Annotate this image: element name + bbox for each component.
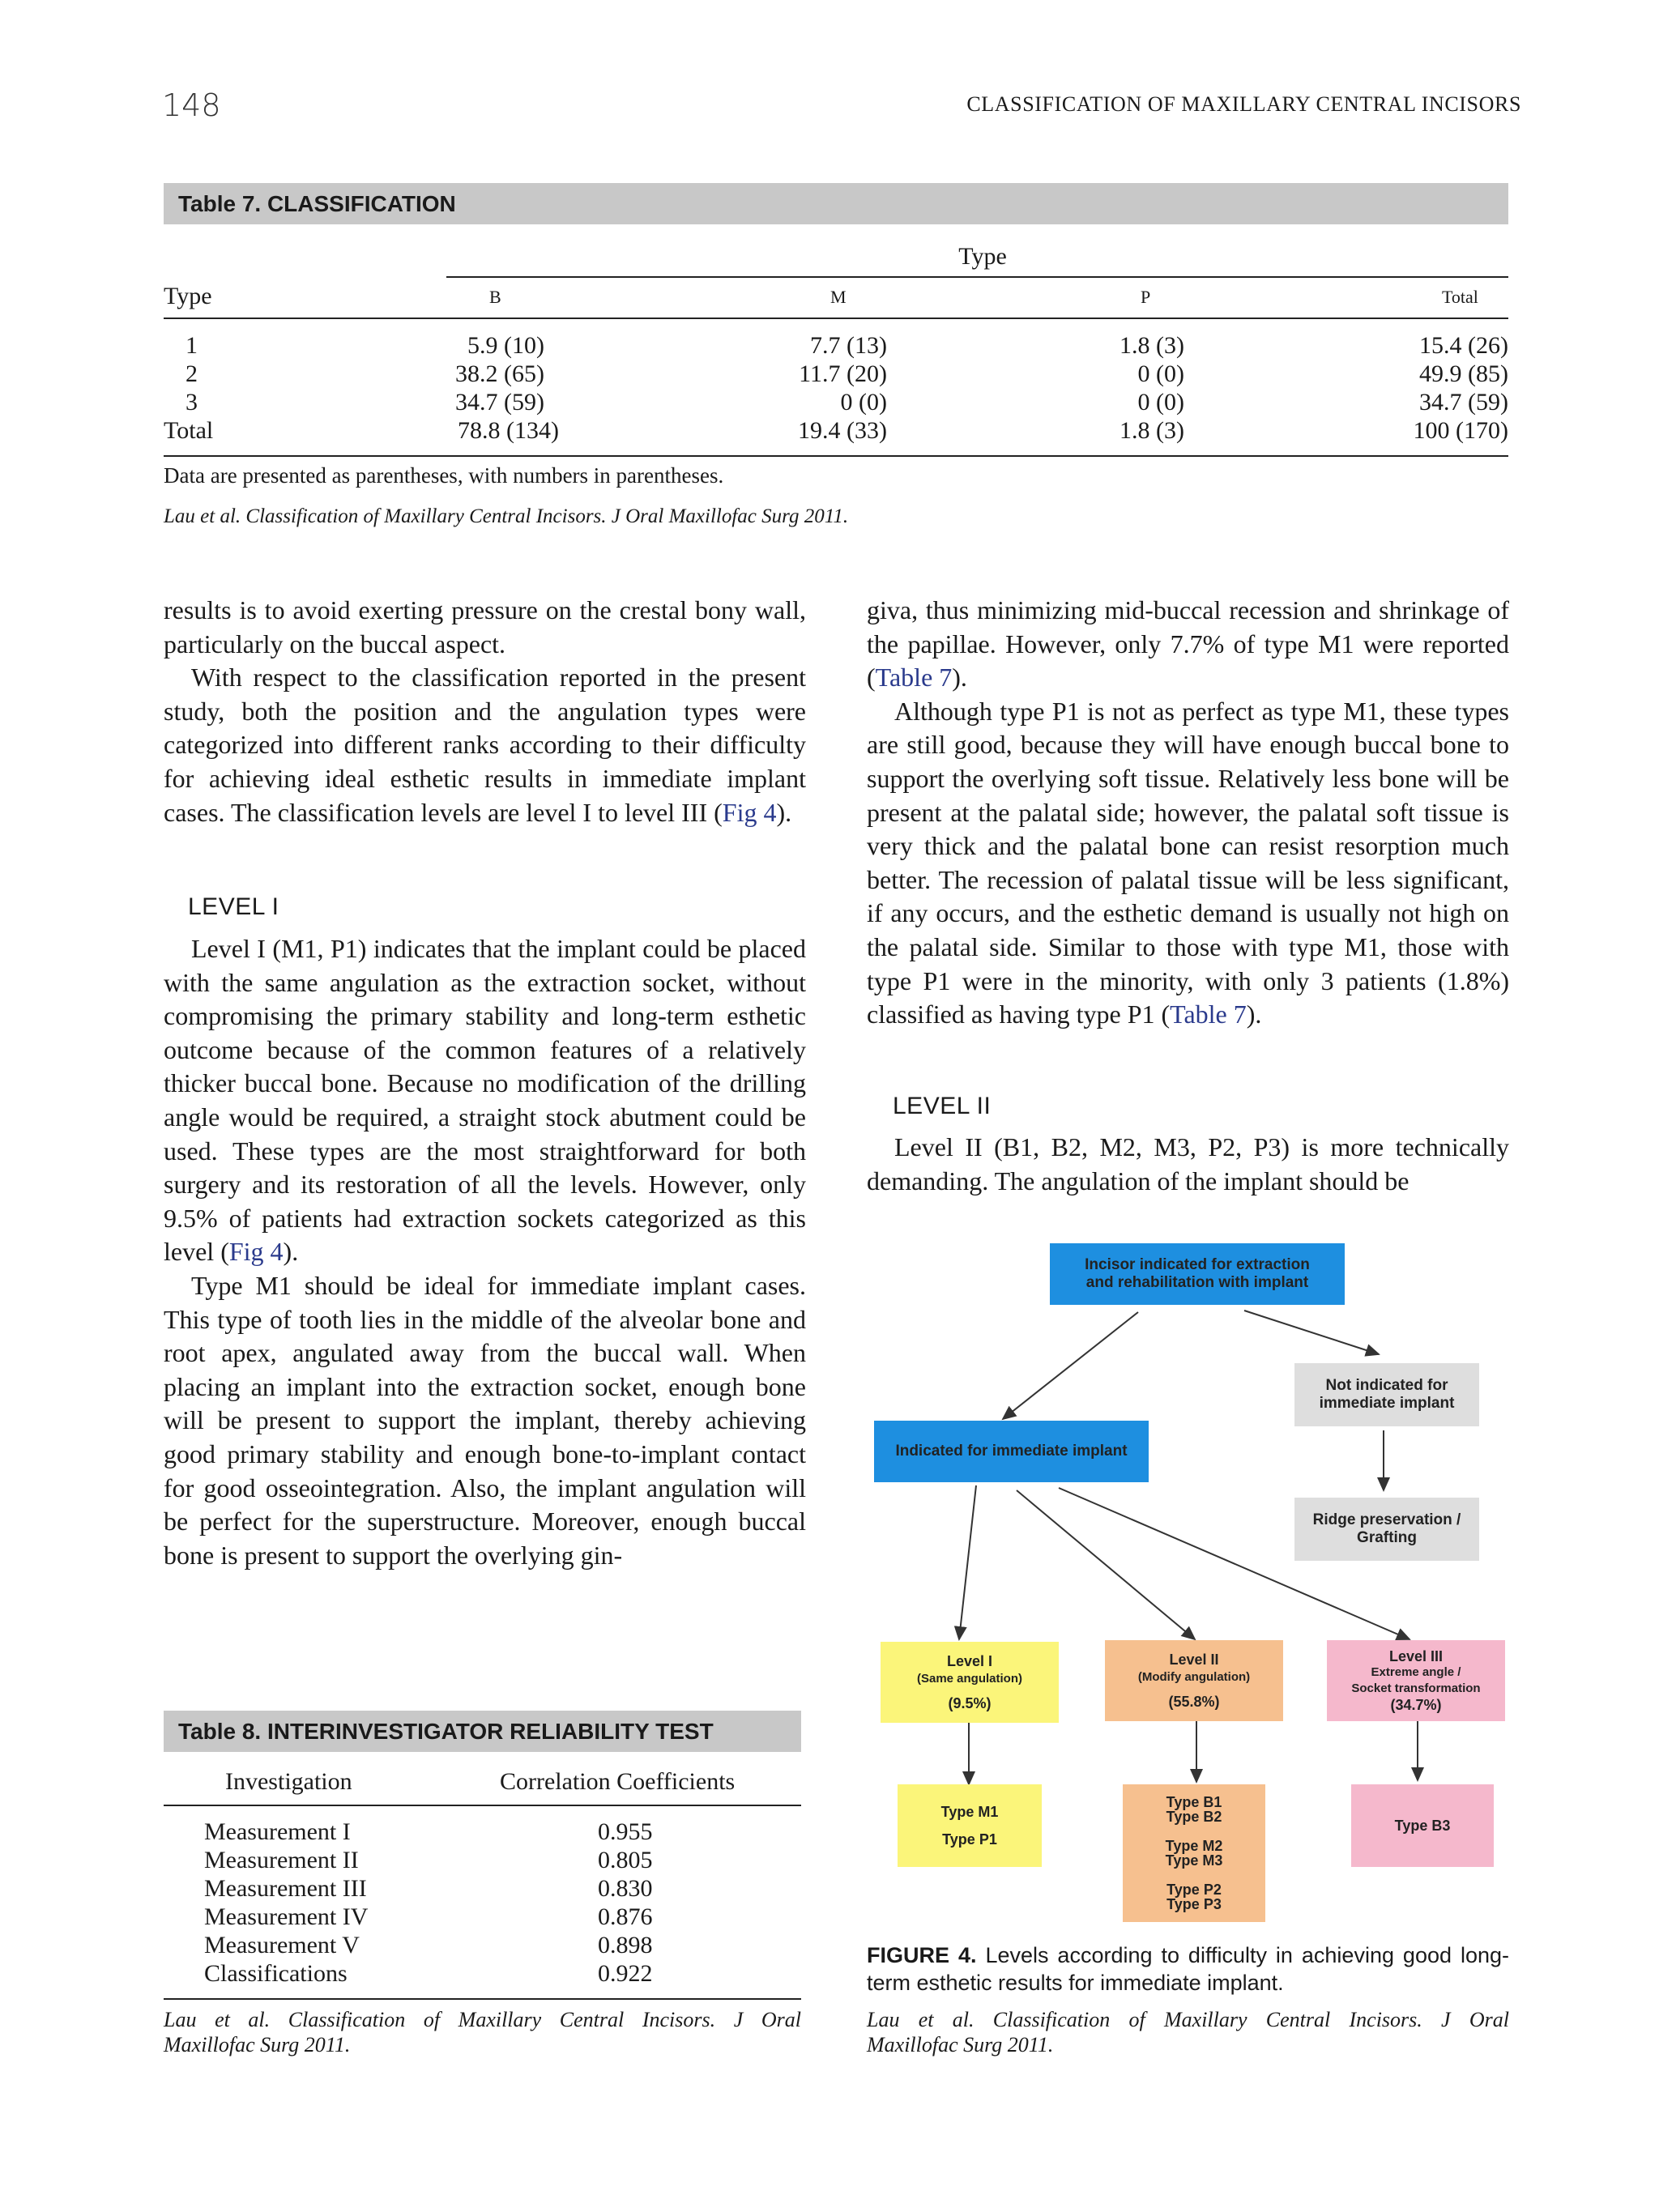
- table-7-title: Table 7. CLASSIFICATION: [178, 191, 456, 216]
- table-8-title: Table 8. INTERINVESTIGATOR RELIABILITY TEST: [178, 1719, 714, 1744]
- fig-4-link[interactable]: Fig 4: [722, 797, 777, 827]
- arrow-to-indicated: [1003, 1312, 1138, 1419]
- table-7-cell: 0 (0): [1137, 360, 1184, 387]
- table-7-group-header: Type: [958, 243, 1007, 270]
- flow-box-ridge-preservation: Ridge preservation / Grafting: [1294, 1498, 1479, 1561]
- table-8-row-label: Classifications: [204, 1960, 348, 1987]
- flow-box-types-level-3: Type B3: [1351, 1784, 1494, 1867]
- table-8-row-value: 0.922: [598, 1960, 653, 1987]
- table-7-cell: 15.4 (26): [1419, 332, 1508, 359]
- figure-4-caption: FIGURE 4. Levels according to difficulty in achieving good long-term esthetic results for immediate implant.: [867, 1943, 1509, 1995]
- table-8-row-label: Measurement III: [204, 1875, 367, 1902]
- flow-box-incisor-extraction: Incisor indicated for extraction and rehabilitation with implant: [1050, 1243, 1345, 1305]
- table-8-row-label: Measurement II: [204, 1847, 359, 1873]
- table-7-cell: 1.8 (3): [1120, 332, 1184, 359]
- flow-box-level-3: Level III Extreme angle / Socket transformation (34.7%): [1327, 1640, 1505, 1721]
- table-7-cell: 7.7 (13): [810, 332, 887, 359]
- page-number: 148: [162, 87, 221, 123]
- fig-4-link[interactable]: Fig 4: [228, 1237, 284, 1267]
- table-7-row-header: Type: [164, 283, 212, 309]
- running-head: CLASSIFICATION OF MAXILLARY CENTRAL INCISORS: [966, 92, 1521, 116]
- table-7-note: Data are presented as parentheses, with numbers in parentheses.: [164, 463, 724, 488]
- figure-4-source-line1: Lau et al. Classification of Maxillary Central Incisors. J Oral: [867, 2008, 1509, 2031]
- table-7-cell: 5.9 (10): [467, 332, 544, 359]
- heading-level-1: LEVEL I: [188, 893, 279, 920]
- table-8-row-label: Measurement V: [204, 1932, 360, 1958]
- table-7-cell: 19.4 (33): [798, 417, 887, 444]
- table-8-row-value: 0.876: [598, 1903, 653, 1930]
- flow-box-level-2: Level II (Modify angulation) (55.8%): [1105, 1640, 1283, 1721]
- paragraph: results is to avoid exerting pressure on the crestal bony wall, particularly on the buccal aspect.: [164, 595, 806, 658]
- table-7-col-m: M: [830, 287, 847, 307]
- table-7-cell: 11.7 (20): [799, 360, 887, 387]
- table-7-cell: 0 (0): [840, 389, 887, 416]
- table-8-row-value: 0.830: [598, 1875, 653, 1902]
- table-7-cell: 0 (0): [1137, 389, 1184, 416]
- table-7-row-label: 2: [186, 360, 198, 387]
- paragraph: Although type P1 is not as perfect as type M1, these types are still good, because they will have enough buccal bone to support the overlying soft tissue. Relatively less bone will be present at the palatal side; however, the palatal soft tissue is very thick and the palatal bone can resist resorption much better. The recession of palatal tissue will be less significant, if any occurs, and the esthetic demand is usually not high on the palatal side. Similar to those with type M1, those with type P1 were in the minority, with only 3 patients (1.8%) classified as having type P1 (Table 7).: [867, 696, 1509, 1029]
- paragraph: Type M1 should be ideal for immediate implant cases. This type of tooth lies in the middle of the alveolar bone and root apex, angulated away from the buccal wall. When placing an implant into the extraction socket, enough bone will be present to support the implant, thereby achieving good primary stability and enough bone-to-implant contact for good osseointegration. Also, the implant angulation will be perfect for the superstructure. Moreover, enough buccal bone is present to support the overlying gin-: [164, 1270, 806, 1570]
- table-8-col-coefficients: Correlation Coefficients: [500, 1768, 736, 1795]
- table-8-row-value: 0.955: [598, 1818, 653, 1845]
- flow-box-not-indicated: Not indicated for immediate implant: [1294, 1363, 1479, 1426]
- flow-box-types-level-2: Type B1 Type B2 Type M2 Type M3 Type P2 Type P3: [1123, 1784, 1265, 1922]
- table-8-source-line2: Maxillofac Surg 2011.: [164, 2033, 351, 2056]
- table-7-col-total: Total: [1442, 287, 1478, 307]
- table-7-cell: 38.2 (65): [455, 360, 544, 387]
- table-7-cell: 100 (170): [1413, 417, 1508, 444]
- paragraph: Level I (M1, P1) indicates that the implant could be placed with the same angulation as the extraction socket, without compromising the primary stability and long-term esthetic outcome because of the common features of a relatively thicker buccal bone. Because no modification of the drilling angle would be required, a straight stock abutment could be used. These types are the most straightforward for both surgery and its restoration of all the levels. However, only 9.5% of patients had extraction sockets categorized as this level (Fig 4).: [164, 934, 806, 1267]
- table-8-source-line1: Lau et al. Classification of Maxillary Central Incisors. J Oral: [164, 2008, 801, 2031]
- paragraph: Level II (B1, B2, M2, M3, P2, P3) is more technically demanding. The angulation of the implant should be: [867, 1132, 1509, 1196]
- arrow-to-not-indicated: [1244, 1311, 1379, 1354]
- flow-box-indicated: Indicated for immediate implant: [874, 1421, 1149, 1482]
- figure-4-label: FIGURE 4.: [867, 1943, 977, 1967]
- table-7-cell: 34.7 (59): [455, 389, 544, 416]
- table-7-cell: 49.9 (85): [1419, 360, 1508, 387]
- figure-4-source-line2: Maxillofac Surg 2011.: [867, 2033, 1054, 2056]
- table-7-col-b: B: [489, 287, 501, 307]
- table-8-row-label: Measurement IV: [204, 1903, 369, 1930]
- table-8-row-value: 0.805: [598, 1847, 653, 1873]
- table-8-col-investigation: Investigation: [225, 1768, 352, 1795]
- arrow-to-level-2: [1017, 1490, 1195, 1639]
- table-8-row-label: Measurement I: [204, 1818, 351, 1845]
- table-7-source: Lau et al. Classification of Maxillary Central Incisors. J Oral Maxillofac Surg 2011.: [164, 505, 849, 527]
- table-7-cell: 34.7 (59): [1419, 389, 1508, 416]
- table-7-link[interactable]: Table 7: [1170, 999, 1247, 1029]
- heading-level-2: LEVEL II: [893, 1093, 992, 1119]
- table-7-col-p: P: [1141, 287, 1151, 307]
- paragraph: With respect to the classification reported in the present study, both the position and the angulation types were categorized into different ranks according to their difficulty for achieving ideal esthetic results in immediate implant cases. The classification levels are level I to level III (Fig 4).: [164, 663, 806, 827]
- table-7-row-label: 3: [186, 389, 198, 416]
- table-8-row-value: 0.898: [598, 1932, 653, 1958]
- flow-box-types-level-1: Type M1 Type P1: [898, 1784, 1042, 1867]
- table-7-cell: 78.8 (134): [458, 417, 559, 444]
- table-7-cell: 1.8 (3): [1120, 417, 1184, 444]
- flow-box-level-1: Level I (Same angulation) (9.5%): [881, 1642, 1059, 1723]
- paragraph: giva, thus minimizing mid-buccal recession and shrinkage of the papillae. However, only 7.7% of type M1 were reported (Table 7).: [867, 595, 1509, 693]
- table-7-row-label: 1: [186, 332, 198, 359]
- arrow-to-level-1: [959, 1485, 976, 1639]
- table-7-link[interactable]: Table 7: [875, 663, 953, 693]
- table-7-row-label: Total: [164, 417, 214, 444]
